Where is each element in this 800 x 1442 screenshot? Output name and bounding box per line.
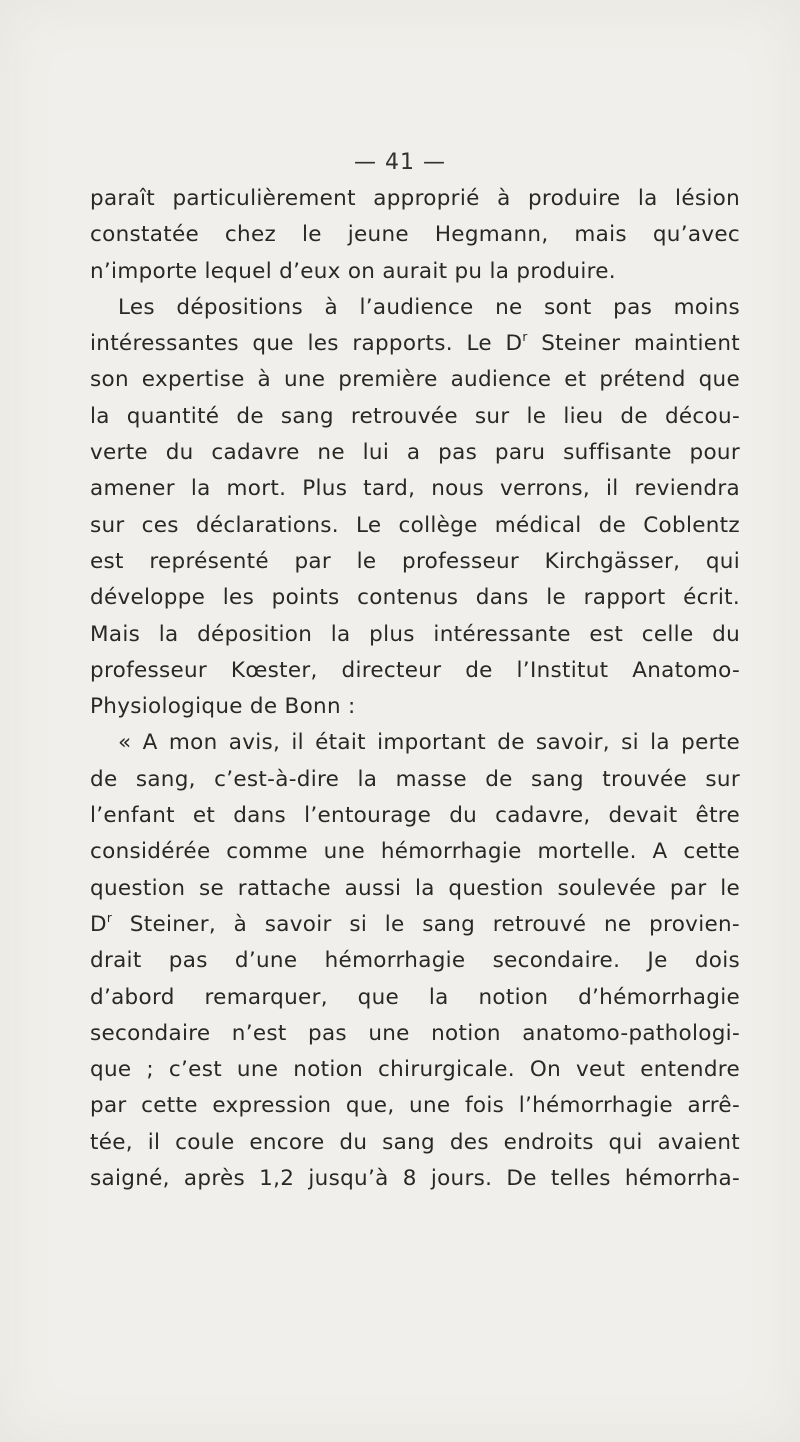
text-line: secondaire n’est pas une notion anatomo-pathologi- bbox=[90, 1020, 740, 1046]
text-line: d’abord remarquer, que la notion d’hémorrhagie bbox=[90, 984, 740, 1010]
text-line: « A mon avis, il était important de savoir, si la perte bbox=[118, 730, 740, 756]
text-line-start: intéressantes que les rapports. Le D bbox=[90, 331, 523, 357]
text-line: tée, il coule encore du sang des endroits qui avaient bbox=[90, 1129, 740, 1155]
text-line: que ; c’est une notion chirurgicale. On veut entendre bbox=[90, 1057, 740, 1083]
text-line: Les dépositions à l’audience ne sont pas moins bbox=[118, 294, 740, 320]
text-line: sur ces déclarations. Le collège médical de Coblentz bbox=[90, 512, 740, 538]
text-line-end: Steiner maintient bbox=[527, 331, 740, 357]
text-line: est représenté par le professeur Kirchgässer, qui bbox=[90, 548, 740, 574]
page-number: — 41 — bbox=[354, 150, 446, 175]
text-line: considérée comme une hémorrhagie mortelle. A cette bbox=[90, 839, 740, 865]
superscript: r bbox=[522, 330, 528, 345]
text-line: par cette expression que, une fois l’hémorrhagie arrê- bbox=[90, 1093, 740, 1119]
text-line: Physiologique de Bonn : bbox=[90, 694, 356, 720]
text-line-end: Steiner, à savoir si le sang retrouvé ne provien- bbox=[112, 911, 740, 937]
text-line: n’importe lequel d’eux on aurait pu la produire. bbox=[90, 258, 616, 284]
text-line: constatée chez le jeune Hegmann, mais qu’avec bbox=[90, 222, 740, 248]
text-line: amener la mort. Plus tard, nous verrons, il reviendra bbox=[90, 476, 740, 502]
text-line: la quantité de sang retrouvée sur le lieu de décou- bbox=[90, 403, 740, 429]
text-line bbox=[90, 326, 740, 362]
text-line: l’enfant et dans l’entourage du cadavre, devait être bbox=[90, 803, 740, 829]
text-line: professeur Kœster, directeur de l’Institut Anatomo- bbox=[90, 657, 740, 683]
text-line bbox=[90, 907, 740, 943]
text-line-start: D bbox=[90, 911, 107, 937]
text-line: saigné, après 1,2 jusqu’à 8 jours. De telles hémorrha- bbox=[90, 1166, 740, 1192]
text-line: développe les points contenus dans le rapport écrit. bbox=[90, 585, 740, 611]
text-line: drait pas d’une hémorrhagie secondaire. Je dois bbox=[90, 948, 740, 974]
text-line: son expertise à une première audience et prétend que bbox=[90, 367, 740, 393]
text-line: de sang, c’est-à-dire la masse de sang trouvée sur bbox=[90, 766, 740, 792]
body-text bbox=[90, 181, 740, 1197]
text-line: paraît particulièrement approprié à produire la lésion bbox=[90, 186, 740, 211]
superscript: r bbox=[106, 910, 113, 925]
text-line: question se rattache aussi la question soulevée par le bbox=[90, 875, 740, 901]
text-line: verte du cadavre ne lui a pas paru suffisante pour bbox=[90, 440, 740, 466]
text-line: Mais la déposition la plus intéressante est celle du bbox=[90, 621, 740, 647]
